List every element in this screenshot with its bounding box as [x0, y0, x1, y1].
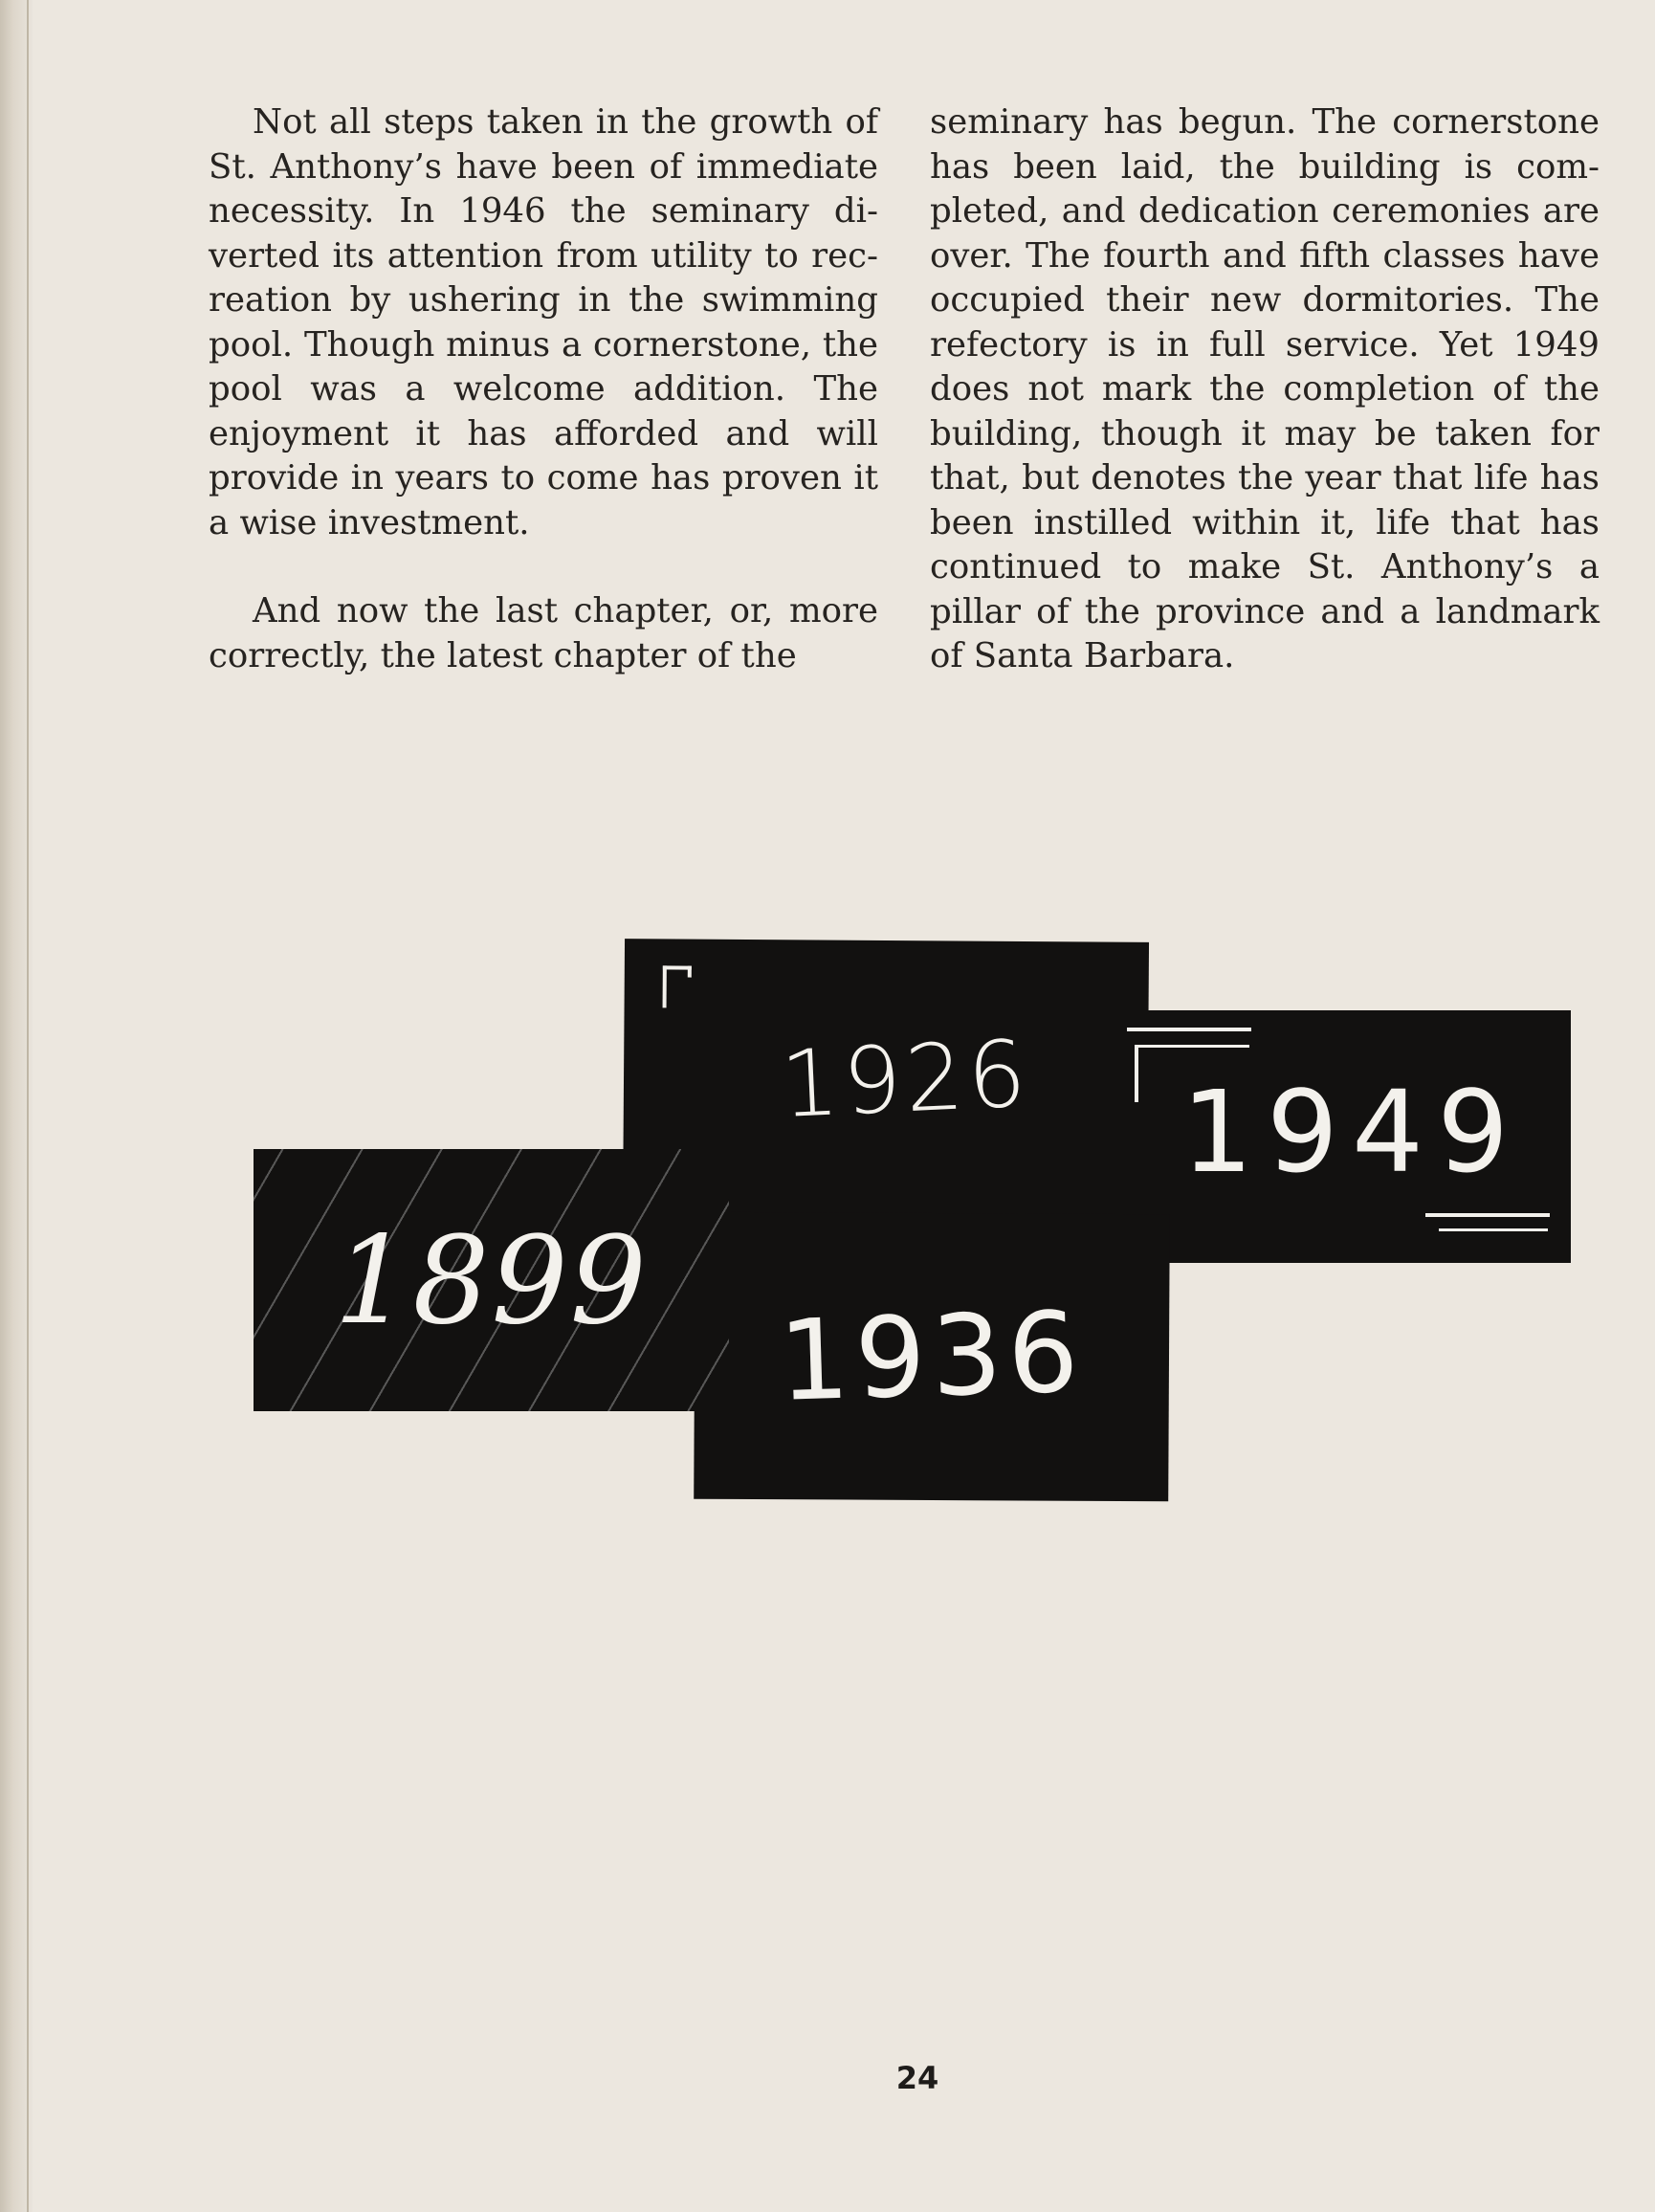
year-label: 1949	[1181, 1066, 1523, 1198]
year-label: 1926	[778, 1020, 1032, 1139]
page-binding-edge	[0, 0, 33, 2212]
year-label: 1899	[334, 1209, 649, 1351]
year-label: 1936	[777, 1287, 1087, 1427]
plaque-1899	[254, 1149, 729, 1411]
plaque-1949	[1114, 1010, 1571, 1263]
plaque-1936	[694, 1212, 1170, 1502]
paragraph: seminary has begun. The cornerstone has been laid, the building is completed, and dedication ceremonies are over. The fourth and fifth classes have occupied their new dormitories. The refectory is in full service. Yet 1949 does not mark the completion of the building, though it may be taken for that, but denotes the year that life has been instilled within it, life that has continued to make St. Anthony’s a pillar of the province and a landmark of Santa Barbara.	[930, 102, 1600, 675]
right-text-column	[930, 100, 1600, 679]
paragraph: Not all steps taken in the growth of St. Anthony’s have been of immediate necessity. In 1946 the seminary diverted its attention from utility to recreation by ushering in the swimming pool. Though minus a cornerstone, the pool was a welcome addition. The enjoyment it has afforded and will provide in years to come has proven it a wise investment.	[209, 102, 878, 542]
page-number: 24	[895, 2060, 939, 2096]
paragraph: And now the last chapter, or, more correctly, the latest chapter of the	[209, 591, 878, 675]
left-text-column	[209, 100, 878, 678]
